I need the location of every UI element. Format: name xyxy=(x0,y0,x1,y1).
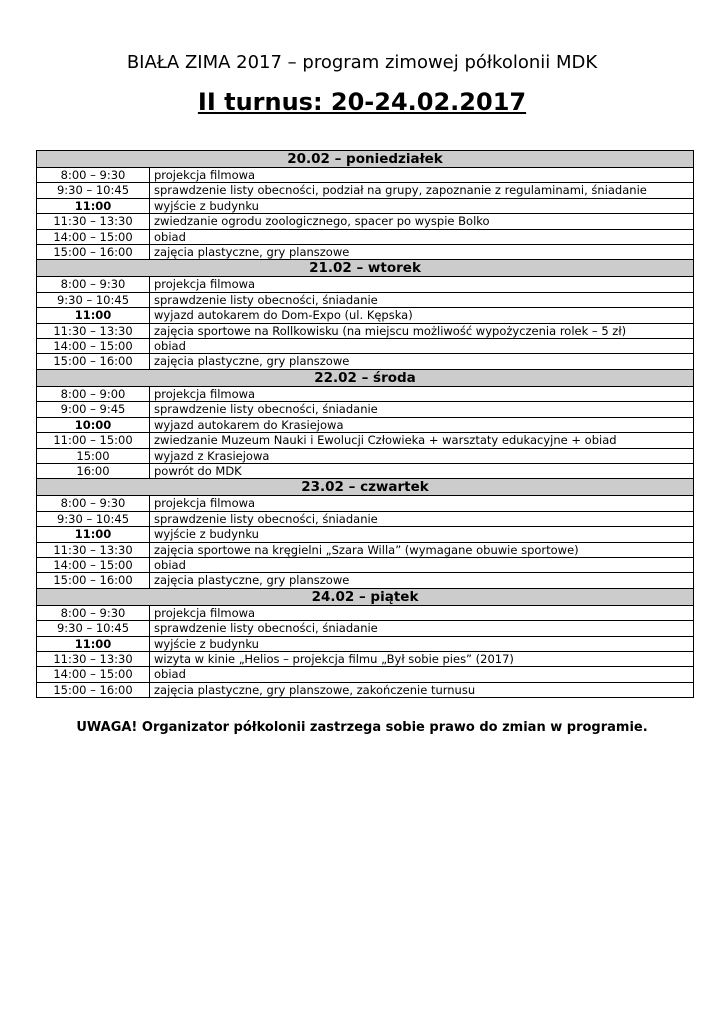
time-cell: 14:00 – 15:00 xyxy=(37,229,150,244)
activity-cell: sprawdzenie listy obecności, śniadanie xyxy=(150,511,694,526)
table-row xyxy=(37,198,694,213)
table-row xyxy=(37,636,694,651)
table-row xyxy=(37,386,694,401)
activity-cell: wyjazd autokarem do Dom-Expo (ul. Kępska) xyxy=(150,308,694,323)
table-row xyxy=(37,433,694,448)
activity-cell: zajęcia plastyczne, gry planszowe, zakończenie turnusu xyxy=(150,682,694,697)
table-row xyxy=(37,527,694,542)
table-row xyxy=(37,308,694,323)
activity-cell: zajęcia sportowe na Rollkowisku (na miejscu możliwość wypożyczenia rolek – 5 zł) xyxy=(150,323,694,338)
table-row xyxy=(37,557,694,572)
time-cell: 15:00 xyxy=(37,448,150,463)
table-row xyxy=(37,651,694,666)
time-cell: 11:00 xyxy=(37,308,150,323)
activity-cell: wyjście z budynku xyxy=(150,636,694,651)
activity-cell: zwiedzanie ogrodu zoologicznego, spacer po wyspie Bolko xyxy=(150,214,694,229)
table-row xyxy=(37,511,694,526)
time-cell: 8:00 – 9:00 xyxy=(37,386,150,401)
table-row xyxy=(37,496,694,511)
activity-cell: obiad xyxy=(150,229,694,244)
day-header: 22.02 – środa xyxy=(37,369,694,386)
time-cell: 9:30 – 10:45 xyxy=(37,183,150,198)
activity-cell: projekcja filmowa xyxy=(150,605,694,620)
activity-cell: sprawdzenie listy obecności, podział na grupy, zapoznanie z regulaminami, śniadanie xyxy=(150,183,694,198)
time-cell: 8:00 – 9:30 xyxy=(37,168,150,183)
time-cell: 8:00 – 9:30 xyxy=(37,496,150,511)
activity-cell: projekcja filmowa xyxy=(150,386,694,401)
table-row xyxy=(37,463,694,478)
day-header-row xyxy=(37,479,694,496)
activity-cell: zajęcia plastyczne, gry planszowe xyxy=(150,573,694,588)
table-row xyxy=(37,214,694,229)
activity-cell: powrót do MDK xyxy=(150,463,694,478)
activity-cell: sprawdzenie listy obecności, śniadanie xyxy=(150,402,694,417)
activity-cell: wyjście z budynku xyxy=(150,527,694,542)
activity-cell: wizyta w kinie „Helios – projekcja filmu „Był sobie pies” (2017) xyxy=(150,651,694,666)
table-row xyxy=(37,448,694,463)
activity-cell: projekcja filmowa xyxy=(150,277,694,292)
table-row xyxy=(37,667,694,682)
activity-cell: sprawdzenie listy obecności, śniadanie xyxy=(150,621,694,636)
day-header: 20.02 – poniedziałek xyxy=(37,151,694,168)
table-row xyxy=(37,573,694,588)
day-header-row xyxy=(37,260,694,277)
time-cell: 9:30 – 10:45 xyxy=(37,511,150,526)
activity-cell: zajęcia plastyczne, gry planszowe xyxy=(150,354,694,369)
time-cell: 11:00 xyxy=(37,198,150,213)
table-row xyxy=(37,402,694,417)
activity-cell: projekcja filmowa xyxy=(150,168,694,183)
activity-cell: obiad xyxy=(150,339,694,354)
activity-cell: obiad xyxy=(150,667,694,682)
table-row xyxy=(37,605,694,620)
day-header-row xyxy=(37,588,694,605)
schedule-table xyxy=(36,150,694,698)
time-cell: 9:30 – 10:45 xyxy=(37,621,150,636)
notice-text: UWAGA! Organizator półkolonii zastrzega sobie prawo do zmian w programie. xyxy=(76,720,648,735)
activity-cell: zwiedzanie Muzeum Nauki i Ewolucji Człowieka + warsztaty edukacyjne + obiad xyxy=(150,433,694,448)
activity-cell: wyjście z budynku xyxy=(150,198,694,213)
time-cell: 15:00 – 16:00 xyxy=(37,354,150,369)
time-cell: 11:30 – 13:30 xyxy=(37,651,150,666)
day-header: 24.02 – piątek xyxy=(37,588,694,605)
activity-cell: projekcja filmowa xyxy=(150,496,694,511)
table-row xyxy=(37,183,694,198)
time-cell: 15:00 – 16:00 xyxy=(37,682,150,697)
time-cell: 8:00 – 9:30 xyxy=(37,277,150,292)
table-row xyxy=(37,682,694,697)
activity-cell: zajęcia sportowe na kręgielni „Szara Willa” (wymagane obuwie sportowe) xyxy=(150,542,694,557)
day-header-row xyxy=(37,369,694,386)
time-cell: 8:00 – 9:30 xyxy=(37,605,150,620)
time-cell: 11:30 – 13:30 xyxy=(37,214,150,229)
table-row xyxy=(37,417,694,432)
table-row xyxy=(37,339,694,354)
schedule-body xyxy=(37,151,694,698)
activity-cell: wyjazd autokarem do Krasiejowa xyxy=(150,417,694,432)
time-cell: 14:00 – 15:00 xyxy=(37,557,150,572)
activity-cell: obiad xyxy=(150,557,694,572)
document-subtitle: II turnus: 20-24.02.2017 xyxy=(197,88,527,116)
table-row xyxy=(37,245,694,260)
time-cell: 9:00 – 9:45 xyxy=(37,402,150,417)
table-row xyxy=(37,292,694,307)
time-cell: 15:00 – 16:00 xyxy=(37,245,150,260)
activity-cell: sprawdzenie listy obecności, śniadanie xyxy=(150,292,694,307)
time-cell: 14:00 – 15:00 xyxy=(37,667,150,682)
time-cell: 15:00 – 16:00 xyxy=(37,573,150,588)
table-row xyxy=(37,542,694,557)
table-row xyxy=(37,354,694,369)
document-title: BIAŁA ZIMA 2017 – program zimowej półkolonii MDK xyxy=(126,52,598,73)
table-row xyxy=(37,621,694,636)
table-row xyxy=(37,229,694,244)
time-cell: 11:00 xyxy=(37,636,150,651)
day-header-row xyxy=(37,151,694,168)
table-row xyxy=(37,168,694,183)
table-row xyxy=(37,323,694,338)
time-cell: 11:30 – 13:30 xyxy=(37,542,150,557)
time-cell: 10:00 xyxy=(37,417,150,432)
activity-cell: wyjazd z Krasiejowa xyxy=(150,448,694,463)
day-header: 23.02 – czwartek xyxy=(37,479,694,496)
table-row xyxy=(37,277,694,292)
time-cell: 11:00 – 15:00 xyxy=(37,433,150,448)
time-cell: 9:30 – 10:45 xyxy=(37,292,150,307)
day-header: 21.02 – wtorek xyxy=(37,260,694,277)
time-cell: 14:00 – 15:00 xyxy=(37,339,150,354)
activity-cell: zajęcia plastyczne, gry planszowe xyxy=(150,245,694,260)
time-cell: 16:00 xyxy=(37,463,150,478)
time-cell: 11:00 xyxy=(37,527,150,542)
time-cell: 11:30 – 13:30 xyxy=(37,323,150,338)
